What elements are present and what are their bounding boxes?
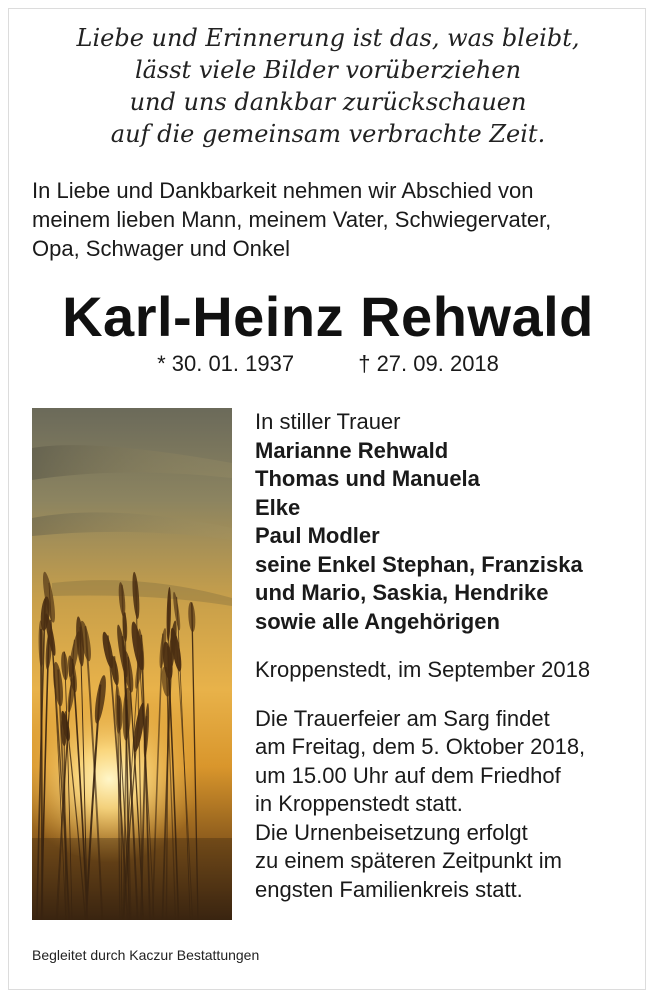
place-and-date: Kroppenstedt, im September 2018	[255, 657, 591, 682]
mourner-name: Elke	[255, 494, 301, 520]
funeral-home-credit: Begleitet durch Kaczur Bestattungen	[32, 947, 260, 963]
ceremony-line: zu einem späteren Zeitpunkt im	[255, 848, 562, 873]
death-date: † 27. 09. 2018	[358, 351, 499, 376]
poem-line: auf die gemeinsam verbrachte Zeit.	[110, 120, 546, 148]
ceremony-line: engsten Familienkreis statt.	[255, 876, 523, 902]
ceremony-line: um 15.00 Uhr auf dem Friedhof	[255, 762, 561, 788]
ceremony-info	[255, 705, 647, 905]
ceremony-line: Die Urnenbeisetzung erfolgt	[255, 819, 528, 845]
intro-line: In Liebe und Dankbarkeit nehmen wir Abschied von	[32, 178, 534, 203]
mourners-heading: In stiller Trauer	[255, 409, 401, 434]
mourner-name: und Mario, Saskia, Hendrike	[255, 580, 549, 605]
ceremony-line: am Freitag, dem 5. Oktober 2018,	[255, 734, 586, 759]
mourner-name: Paul Modler	[255, 523, 380, 548]
poem-line: Liebe und Erinnerung ist das, was bleibt,	[76, 24, 580, 52]
farewell-intro	[32, 176, 632, 263]
memorial-poem	[0, 22, 656, 150]
mourner-name: Marianne Rehwald	[255, 437, 449, 463]
reeds-sunset-illustration	[32, 408, 232, 920]
deceased-name: Karl-Heinz Rehwald	[62, 285, 594, 348]
birth-date: * 30. 01. 1937	[157, 351, 295, 376]
reeds-at-sunset-photo	[32, 408, 232, 920]
mourner-name: seine Enkel Stephan, Franziska	[255, 551, 583, 577]
ceremony-line: Die Trauerfeier am Sarg findet	[255, 705, 550, 731]
mourner-name: Thomas und Manuela	[255, 466, 480, 491]
poem-line: und uns dankbar zurückschauen	[129, 88, 527, 116]
intro-line: Opa, Schwager und Onkel	[32, 236, 291, 261]
poem-line: lässt viele Bilder vorüberziehen	[134, 56, 522, 84]
life-dates	[0, 349, 656, 379]
intro-line: meinem lieben Mann, meinem Vater, Schwiegervater,	[32, 207, 552, 232]
mourners-block	[255, 408, 647, 904]
mourner-name: sowie alle Angehörigen	[255, 608, 500, 634]
ceremony-line: in Kroppenstedt statt.	[255, 791, 463, 816]
